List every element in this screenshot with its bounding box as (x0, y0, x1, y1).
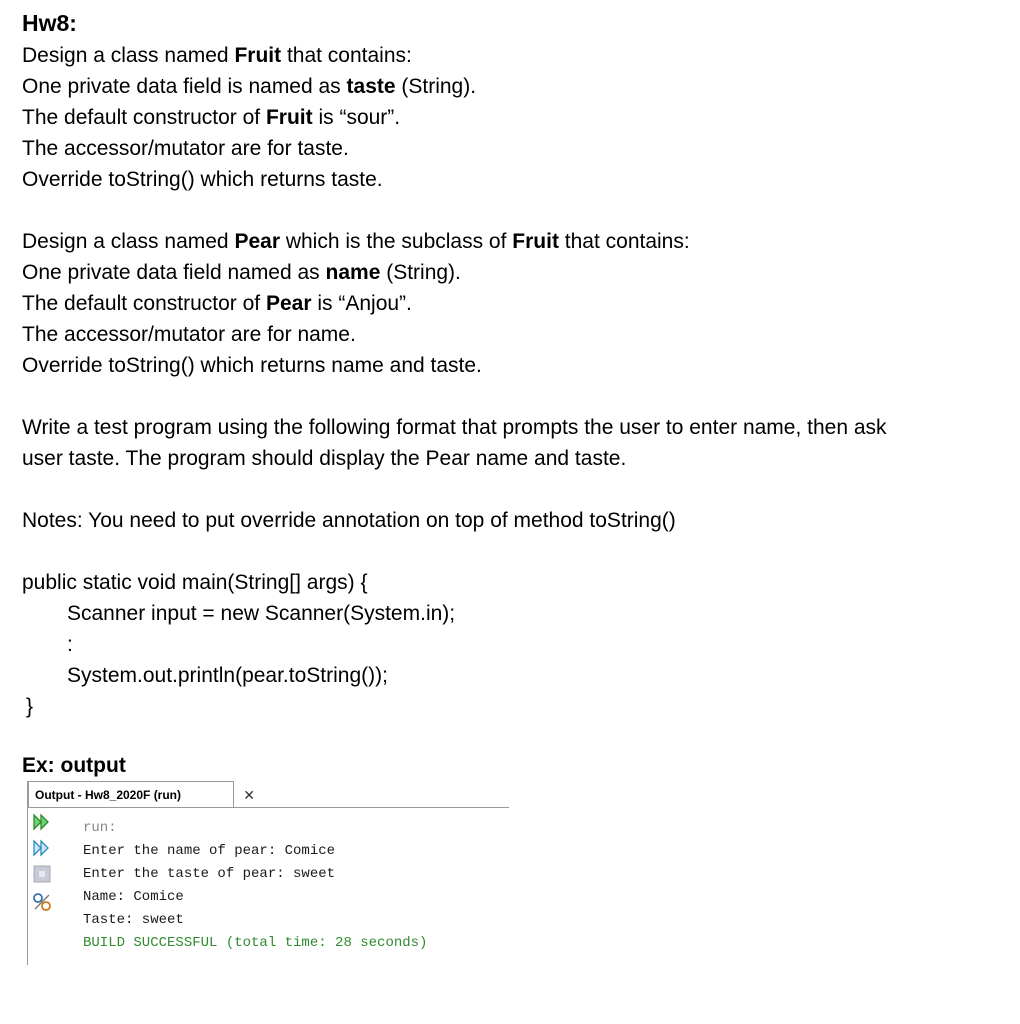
close-icon[interactable]: ✕ (243, 787, 255, 803)
output-label: Ex: output (22, 754, 126, 777)
page-title: Hw8: (22, 10, 77, 36)
notes-line: Notes: You need to put override annotation on top of method toString() (22, 509, 676, 532)
pear-line-5: Override toString() which returns name and taste. (22, 354, 482, 377)
pear-line-1: Design a class named Pear which is the subclass of Fruit that contains: (22, 230, 690, 253)
console-line-name-output: Name: Comice (83, 889, 184, 905)
output-toolbar (28, 808, 56, 965)
pear-line-2: One private data field named as name (String). (22, 261, 461, 284)
settings-icon[interactable] (32, 892, 52, 912)
fruit-line-2: One private data field is named as taste (String). (22, 75, 477, 98)
code-line-1: public static void main(String[] args) { (22, 571, 368, 594)
console-line-name-prompt: Enter the name of pear: Comice (83, 843, 336, 859)
fruit-line-1: Design a class named Fruit that contains: (22, 44, 412, 67)
console-line-run: run: (83, 820, 117, 836)
pear-line-3: The default constructor of Pear is “Anjou”. (22, 292, 412, 315)
pear-line-4: The accessor/mutator are for name. (22, 323, 356, 346)
code-line-3: : (67, 633, 73, 656)
code-line-2: Scanner input = new Scanner(System.in); (67, 602, 456, 625)
output-tab-label: Output - Hw8_2020F (run) (35, 788, 182, 802)
console-line-taste-prompt: Enter the taste of pear: sweet (83, 866, 336, 882)
output-tabbar (28, 781, 509, 808)
fruit-line-4: The accessor/mutator are for taste. (22, 137, 349, 160)
stop-icon[interactable] (32, 864, 52, 884)
fruit-line-5: Override toString() which returns taste. (22, 168, 383, 191)
output-panel (27, 781, 509, 965)
console-line-taste-output: Taste: sweet (83, 912, 184, 928)
fruit-line-3: The default constructor of Fruit is “sour”. (22, 106, 401, 129)
code-line-4: System.out.println(pear.toString()); (67, 664, 388, 687)
code-line-5: } (26, 695, 34, 718)
test-line-1: Write a test program using the following format that prompts the user to enter name, then ask (22, 416, 887, 439)
test-line-2: user taste. The program should display the Pear name and taste. (22, 447, 627, 470)
console-line-build: BUILD SUCCESSFUL (total time: 28 seconds) (83, 935, 428, 951)
document (22, 6, 1012, 781)
output-tab[interactable] (28, 781, 255, 807)
console-output (83, 817, 427, 955)
rerun-with-args-icon[interactable] (32, 838, 52, 858)
rerun-icon[interactable] (32, 812, 52, 832)
